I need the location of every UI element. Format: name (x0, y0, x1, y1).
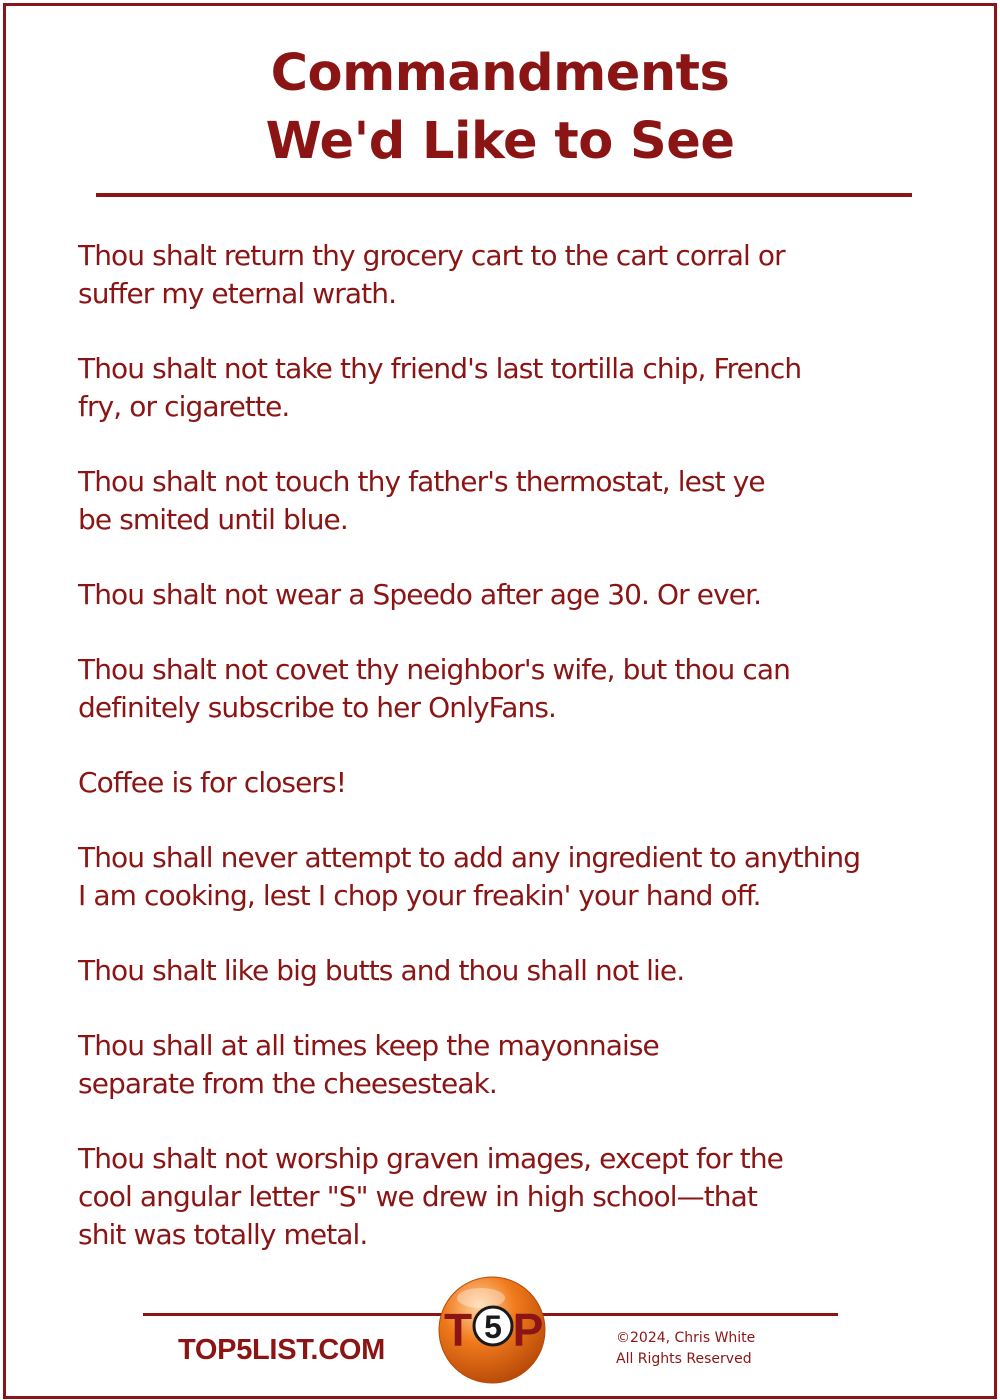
top5-ball-icon (436, 1274, 548, 1386)
logo-letter-p: P (512, 1304, 544, 1356)
commandment-item: Thou shalt not wear a Speedo after age 30. Or ever. (78, 578, 762, 611)
site-name: TOP5LIST.COM (178, 1334, 385, 1366)
page-title (0, 40, 1000, 176)
title-line-1: Commandments (270, 44, 730, 103)
copyright-line-1: ©2024, Chris White (616, 1330, 756, 1346)
logo-letter-t: T (443, 1304, 473, 1356)
commandment-list (78, 237, 938, 1291)
commandment-item: Thou shalt not covet thy neighbor's wife, but thou can definitely subscribe to her OnlyFans. (78, 653, 790, 724)
commandment-item: Coffee is for closers! (78, 766, 347, 799)
commandment-item: Thou shalt not touch thy father's thermostat, lest ye be smited until blue. (78, 465, 765, 536)
title-line-2: We'd Like to See (265, 112, 735, 171)
footer-divider-right (540, 1313, 838, 1316)
commandment-item: Thou shalt not worship graven images, except for the cool angular letter "S" we drew in high school—that shit was totally metal. (78, 1142, 783, 1251)
commandment-item: Thou shalt not take thy friend's last tortilla chip, French fry, or cigarette. (78, 352, 802, 423)
logo-number-five: 5 (484, 1309, 502, 1345)
title-divider (96, 193, 912, 197)
copyright-line-2: All Rights Reserved (616, 1351, 752, 1367)
copyright-notice (616, 1328, 755, 1370)
commandment-item: Thou shalt like big butts and thou shall not lie. (78, 954, 685, 987)
commandment-item: Thou shall never attempt to add any ingredient to anything I am cooking, lest I chop your freakin' your hand off. (78, 841, 861, 912)
footer-divider-left (143, 1313, 445, 1316)
commandment-item: Thou shall at all times keep the mayonnaise separate from the cheesesteak. (78, 1029, 659, 1100)
commandment-item: Thou shalt return thy grocery cart to the cart corral or suffer my eternal wrath. (78, 239, 785, 310)
